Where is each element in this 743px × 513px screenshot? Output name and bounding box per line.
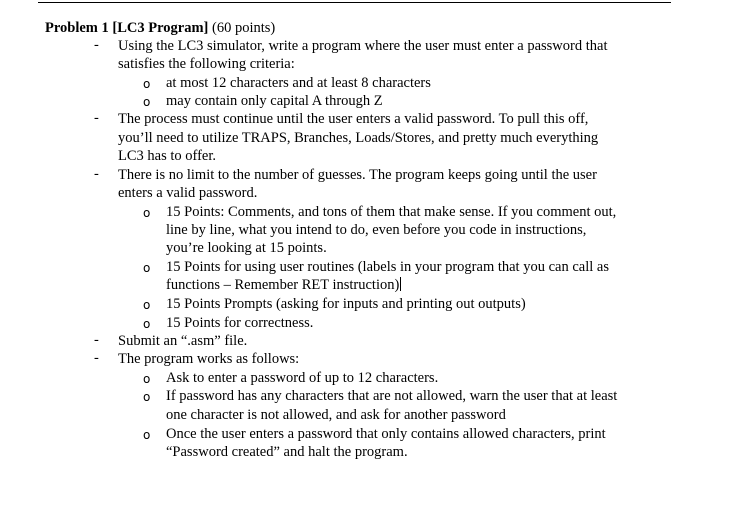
sub-bullet-marker: o [143, 206, 151, 220]
bullet-dash-marker: - [94, 332, 99, 348]
problem-heading: Problem 1 [LC3 Program] [45, 20, 209, 36]
line-13-text: functions – Remember RET instruction) [166, 277, 400, 293]
line-0: Using the LC3 simulator, write a program where the user must enter a password that [118, 38, 608, 54]
line-13 [166, 276, 401, 294]
bullet-dash-marker: - [94, 350, 99, 366]
sub-bullet-marker: o [143, 372, 151, 386]
line-3: may contain only capital A through Z [166, 93, 383, 109]
line-18: Ask to enter a password of up to 12 characters. [166, 370, 439, 386]
line-6: LC3 has to offer. [118, 148, 216, 164]
text-cursor [400, 277, 401, 291]
line-11: you’re looking at 15 points. [166, 240, 327, 256]
line-19: If password has any characters that are not allowed, warn the user that at least [166, 388, 618, 404]
sub-bullet-marker: o [143, 428, 151, 442]
line-4: The process must continue until the user enters a valid password. To pull this off, [118, 111, 589, 127]
line-10: line by line, what you intend to do, even before you code in instructions, [166, 222, 587, 238]
bullet-dash-marker: - [94, 166, 99, 182]
line-12: 15 Points for using user routines (labels in your program that you can call as [166, 259, 609, 275]
sub-bullet-marker: o [143, 77, 151, 91]
line-20: one character is not allowed, and ask for another password [166, 407, 506, 423]
line-22: “Password created” and halt the program. [166, 444, 408, 460]
sub-bullet-marker: o [143, 317, 151, 331]
problem-points: (60 points) [211, 20, 276, 36]
line-15: 15 Points for correctness. [166, 315, 314, 331]
line-5: you’ll need to utilize TRAPS, Branches, Loads/Stores, and pretty much everything [118, 130, 599, 146]
bullet-dash-marker: - [94, 37, 99, 53]
line-2: at most 12 characters and at least 8 characters [166, 75, 431, 91]
problem-title [45, 20, 275, 37]
line-21: Once the user enters a password that only contains allowed characters, print [166, 426, 606, 442]
line-8: enters a valid password. [118, 185, 258, 201]
top-rule [38, 2, 671, 3]
sub-bullet-marker: o [143, 95, 151, 109]
line-7: There is no limit to the number of guesses. The program keeps going until the user [118, 167, 597, 183]
sub-bullet-marker: o [143, 390, 151, 404]
line-14: 15 Points Prompts (asking for inputs and printing out outputs) [166, 296, 526, 312]
sub-bullet-marker: o [143, 298, 151, 312]
bullet-dash-marker: - [94, 110, 99, 126]
line-17: The program works as follows: [118, 351, 300, 367]
line-9: 15 Points: Comments, and tons of them that make sense. If you comment out, [166, 204, 617, 220]
line-16: Submit an “.asm” file. [118, 333, 248, 349]
sub-bullet-marker: o [143, 261, 151, 275]
line-1: satisfies the following criteria: [118, 56, 295, 72]
